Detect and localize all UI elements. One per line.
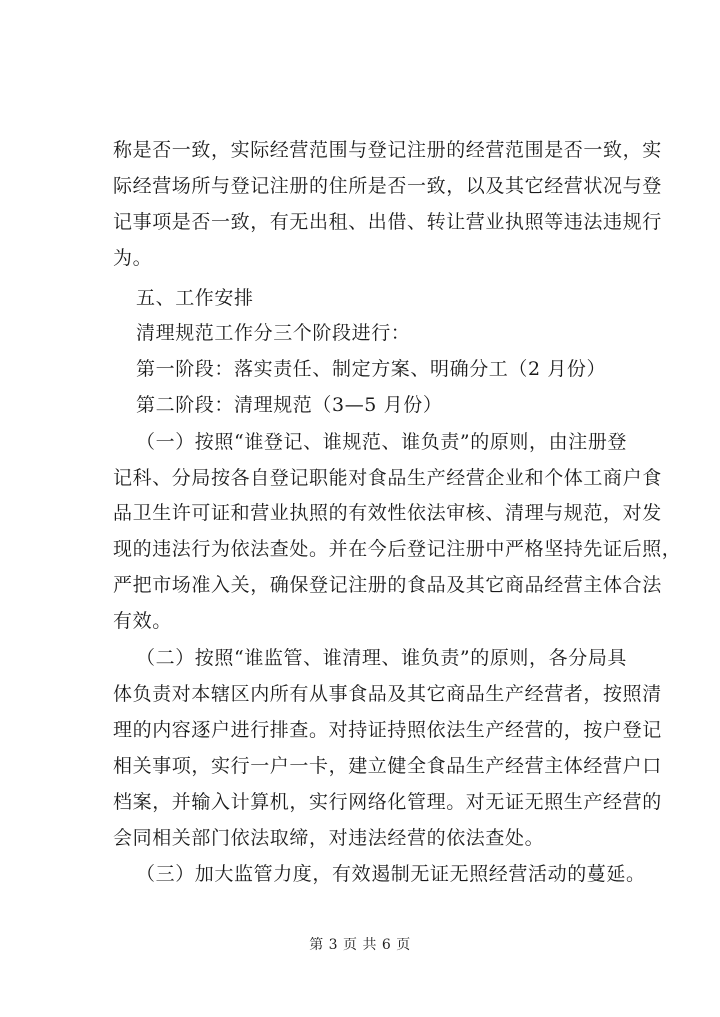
text-line: 记科、分局按各自登记职能对食品生产经营企业和个体工商户食 [113,467,662,489]
page-number-footer: 第 3 页 共 6 页 [309,937,411,953]
text-line: 记事项是否一致，有无出租、出借、转让营业执照等违法违规行 [113,211,662,233]
text-line: 品卫生许可证和营业执照的有效性依法审核、清理与规范，对发 [113,502,662,524]
text-line: 理的内容逐户进行排查。对持证持照依法生产经营的，按户登记 [113,719,662,741]
paragraph-start: （一）按照“谁登记、谁规范、谁负责”的原则，由注册登 [136,431,628,453]
text-line: 际经营场所与登记注册的住所是否一致，以及其它经营状况与登 [113,175,662,197]
paragraph-start: （二）按照“谁监管、谁清理、谁负责”的原则，各分局具 [136,647,628,669]
text-line: 档案，并输入计算机，实行网络化管理。对无证无照生产经营的 [113,791,662,813]
text-line: 现的违法行为依法查处。并在今后登记注册中严格坚持先证后照， [113,538,682,560]
section-heading: 五、工作安排 [136,287,254,309]
text-line: 体负责对本辖区内所有从事食品及其它商品生产经营者，按照清 [113,683,662,705]
text-line: 清理规范工作分三个阶段进行： [136,322,411,344]
text-line: 相关事项，实行一户一卡，建立健全食品生产经营主体经营户口 [113,755,662,777]
text-line: 称是否一致，实际经营范围与登记注册的经营范围是否一致，实 [113,139,662,161]
text-line: 有效。 [113,610,172,632]
paragraph-start: （三）加大监管力度，有效遏制无证无照经营活动的蔓延。 [136,863,646,885]
text-line: 第一阶段：落实责任、制定方案、明确分工（2 月份） [136,358,607,380]
text-line: 第二阶段：清理规范（3—5 月份） [136,394,443,416]
text-line: 严把市场准入关，确保登记注册的食品及其它商品经营主体合法 [113,574,662,596]
text-line: 为。 [113,247,153,269]
text-line: 会同相关部门依法取缔，对违法经营的依法查处。 [113,827,545,849]
